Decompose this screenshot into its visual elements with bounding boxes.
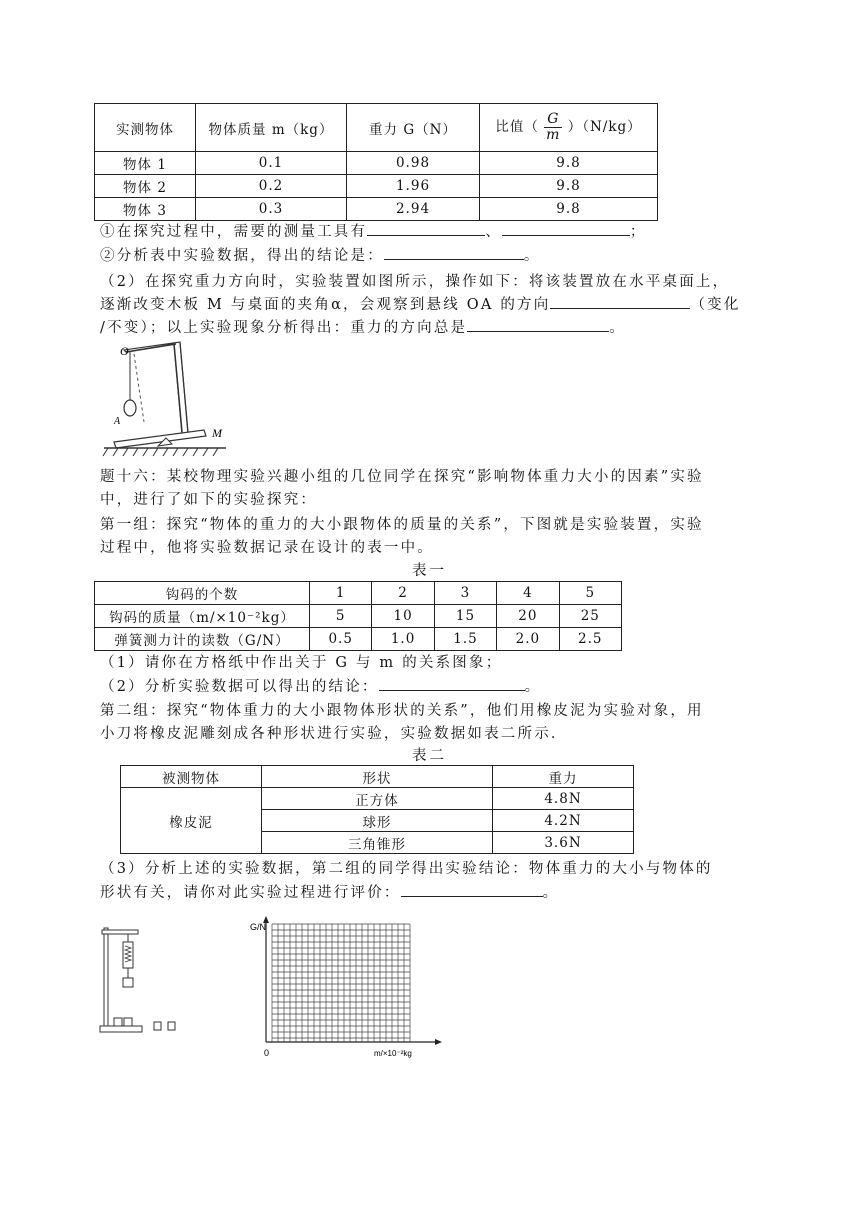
group2-line2: 小刀将橡皮泥雕刻成各种形状进行实验，实验数据如表二所示． bbox=[100, 726, 568, 742]
problem16-line2: 中，进行了如下的实验探究： bbox=[100, 492, 318, 508]
table-cell: 9.8 bbox=[480, 152, 658, 175]
table-cell: 0.3 bbox=[196, 198, 347, 221]
table-cell: 3.6N bbox=[493, 832, 634, 854]
table-cell: 2.0 bbox=[497, 628, 559, 651]
table-cell: 5 bbox=[310, 605, 372, 628]
table-cell: 物体 1 bbox=[95, 152, 196, 175]
ratio-numerator: G bbox=[544, 112, 562, 128]
y-axis-label: G/N bbox=[250, 922, 267, 932]
spring-scale-apparatus bbox=[98, 922, 188, 1037]
label-o: O bbox=[120, 344, 129, 358]
table-cell: 1.0 bbox=[372, 628, 434, 651]
measurement-table bbox=[94, 103, 658, 221]
group1-line1: 第一组：探究“物体的重力的大小跟物体的质量的关系”，下图就是实验装置，实验 bbox=[100, 517, 704, 533]
header-object: 实测物体 bbox=[95, 104, 196, 152]
table-cell: 4.2N bbox=[493, 810, 634, 832]
problem16-line1: 题十六：某校物理实验兴趣小组的几位同学在探究“影响物体重力大小的因素”实验 bbox=[100, 469, 704, 485]
table-cell: 1.5 bbox=[434, 628, 496, 651]
sub-question-1: （1）请你在方格纸中作出关于 G 与 m 的关系图象； bbox=[100, 655, 503, 671]
table-cell: 9.8 bbox=[480, 175, 658, 198]
table1 bbox=[94, 581, 622, 651]
table-cell: 0.98 bbox=[347, 152, 480, 175]
table-row bbox=[121, 788, 634, 810]
part2-line3: /不变）；以上实验现象分析得出：重力的方向总是 。 bbox=[100, 317, 760, 339]
table-cell: 1 bbox=[310, 582, 372, 605]
part2-line1: （2）在探究重力方向时，实验装置如图所示，操作如下：将该装置放在水平桌面上， bbox=[100, 274, 730, 290]
answer-blank bbox=[367, 221, 485, 236]
answer-blank bbox=[379, 676, 525, 691]
table-cell: 形状 bbox=[262, 766, 493, 788]
question-2: ②分析表中实验数据，得出的结论是： 。 bbox=[100, 245, 760, 267]
answer-blank bbox=[467, 317, 609, 332]
table1-caption: 表一 bbox=[412, 563, 447, 579]
table-cell: 4 bbox=[497, 582, 559, 605]
table-cell: 15 bbox=[434, 605, 496, 628]
table-cell: 钩码的质量（m/×10⁻²kg） bbox=[95, 605, 310, 628]
header-ratio bbox=[480, 104, 658, 152]
table-row bbox=[95, 175, 658, 198]
table-cell: 2.94 bbox=[347, 198, 480, 221]
table-cell: 重力 bbox=[493, 766, 634, 788]
table-row bbox=[95, 152, 658, 175]
table-cell: 0.1 bbox=[196, 152, 347, 175]
graph-paper bbox=[246, 916, 442, 1060]
sub-question-3-line2: 形状有关，请你对此实验过程进行评价： 。 bbox=[100, 882, 760, 904]
table-cell: 物体 2 bbox=[95, 175, 196, 198]
table-cell: 5 bbox=[559, 582, 621, 605]
table-cell: 1.96 bbox=[347, 175, 480, 198]
table-cell: 0.2 bbox=[196, 175, 347, 198]
group1-line2: 过程中，他将实验数据记录在设计的表一中。 bbox=[100, 540, 434, 556]
part2-line2: 逐渐改变木板 M 与桌面的夹角α，会观察到悬线 OA 的方向 （变化 bbox=[100, 294, 760, 316]
table-row bbox=[95, 628, 622, 651]
sub-question-3-line1: （3）分析上述的实验数据，第二组的同学得出实验结论：物体重力的大小与物体的 bbox=[100, 861, 713, 877]
table-row bbox=[121, 766, 634, 788]
question-1: ①在探究过程中，需要的测量工具有 、 ； bbox=[100, 221, 760, 243]
table-row bbox=[95, 582, 622, 605]
table-cell: 钩码的个数 bbox=[95, 582, 310, 605]
answer-blank bbox=[550, 294, 690, 309]
label-a: A bbox=[114, 416, 121, 427]
pendulum-figure bbox=[100, 338, 240, 466]
table-cell: 4.8N bbox=[493, 788, 634, 810]
origin-label: 0 bbox=[264, 1048, 270, 1058]
ratio-prefix: 比值（ bbox=[495, 119, 539, 135]
ratio-fraction bbox=[544, 112, 562, 143]
ratio-suffix: ）（N/kg） bbox=[567, 119, 642, 135]
table-cell: 2 bbox=[372, 582, 434, 605]
table-cell: 3 bbox=[434, 582, 496, 605]
table-cell: 10 bbox=[372, 605, 434, 628]
label-m: M bbox=[212, 426, 222, 440]
table-cell: 正方体 bbox=[262, 788, 493, 810]
ratio-denominator: m bbox=[546, 127, 561, 143]
group2-line1: 第二组：探究“物体重力的大小跟物体形状的关系”，他们用橡皮泥为实验对象，用 bbox=[100, 703, 704, 719]
table-row bbox=[95, 198, 658, 221]
header-weight: 重力 G（N） bbox=[347, 104, 480, 152]
table-cell: 球形 bbox=[262, 810, 493, 832]
x-axis-label: m/×10⁻²kg bbox=[374, 1049, 412, 1058]
table-cell: 20 bbox=[497, 605, 559, 628]
table2-caption: 表二 bbox=[412, 748, 447, 764]
answer-blank bbox=[502, 221, 630, 236]
table2 bbox=[120, 765, 634, 854]
answer-blank bbox=[401, 882, 543, 897]
table-row bbox=[95, 605, 622, 628]
sub-question-2: （2）分析实验数据可以得出的结论： 。 bbox=[100, 676, 760, 698]
table-cell: 橡皮泥 bbox=[121, 788, 262, 854]
table-cell: 0.5 bbox=[310, 628, 372, 651]
table-cell: 三角锥形 bbox=[262, 832, 493, 854]
table-cell: 物体 3 bbox=[95, 198, 196, 221]
table-cell: 9.8 bbox=[480, 198, 658, 221]
header-mass: 物体质量 m（kg） bbox=[196, 104, 347, 152]
table-cell: 2.5 bbox=[559, 628, 621, 651]
table-cell: 被测物体 bbox=[121, 766, 262, 788]
table-cell: 弹簧测力计的读数（G/N） bbox=[95, 628, 310, 651]
table-cell: 25 bbox=[559, 605, 621, 628]
answer-blank bbox=[384, 245, 524, 260]
